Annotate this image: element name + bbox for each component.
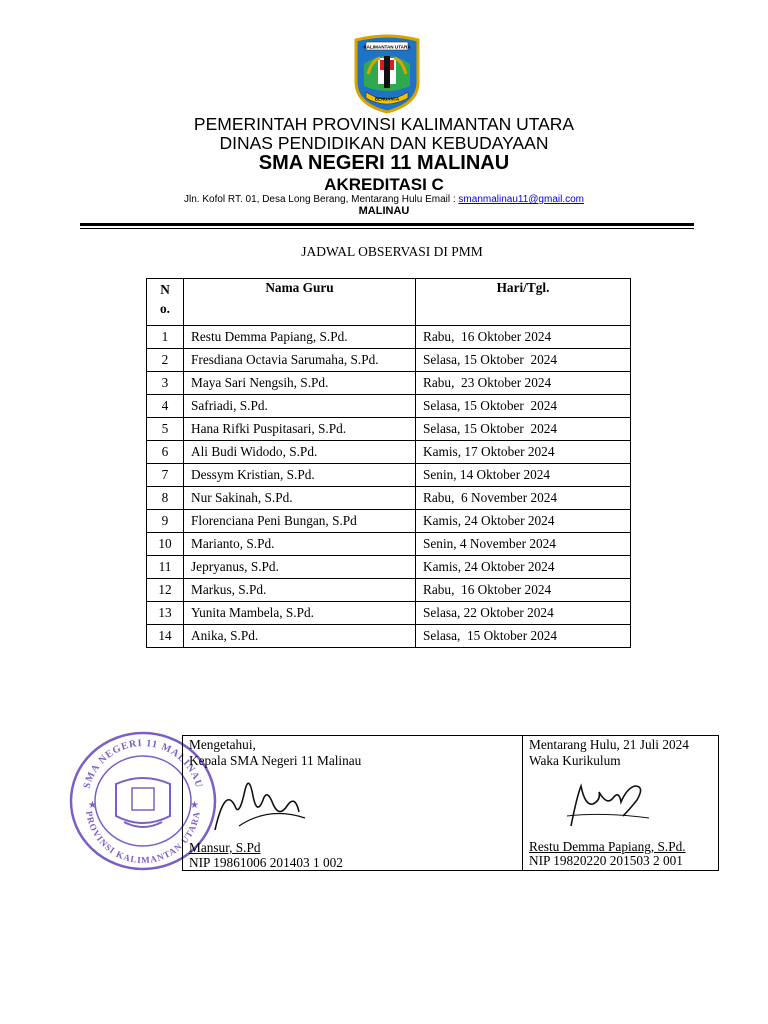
letterhead-city: MALINAU: [358, 205, 410, 217]
observation-date: Rabu, 23 Oktober 2024: [416, 372, 631, 395]
observation-date: Selasa, 15 Oktober 2024: [416, 395, 631, 418]
logo-banner-top: KALIMANTAN UTARA: [363, 44, 411, 50]
teacher-name: Marianto, S.Pd.: [184, 533, 416, 556]
stamp-text-top: SMA NEGERI 11 MALINAU: [81, 737, 205, 790]
principal-nip: NIP 19861006 201403 1 002: [189, 855, 343, 870]
observation-date: Kamis, 24 Oktober 2024: [416, 556, 631, 579]
header-date: Hari/Tgl.: [416, 279, 631, 326]
teacher-name: Safriadi, S.Pd.: [184, 395, 416, 418]
teacher-name: Yunita Mambela, S.Pd.: [184, 602, 416, 625]
observation-date: Selasa, 22 Oktober 2024: [416, 602, 631, 625]
place-date: Mentarang Hulu, 21 Juli 2024: [529, 737, 689, 752]
teacher-name: Hana Rifki Puspitasari, S.Pd.: [184, 418, 416, 441]
table-row: [147, 372, 631, 395]
logo-banner-bottom: BENUANTA: [374, 96, 400, 102]
row-number: 9: [147, 510, 184, 533]
email-link[interactable]: smanmalinau11@gmail.com: [458, 194, 584, 205]
row-number: 2: [147, 349, 184, 372]
observation-date: Selasa, 15 Oktober 2024: [416, 625, 631, 648]
table-row: [147, 395, 631, 418]
teacher-name: Fresdiana Octavia Sarumaha, S.Pd.: [184, 349, 416, 372]
teacher-name: Dessym Kristian, S.Pd.: [184, 464, 416, 487]
address-text: Jln. Kofol RT. 01, Desa Long Berang, Mentarang Hulu Email :: [184, 194, 459, 205]
observation-date: Senin, 4 November 2024: [416, 533, 631, 556]
header-divider-thick: [80, 223, 694, 226]
teacher-name: Markus, S.Pd.: [184, 579, 416, 602]
header-no: [147, 279, 184, 326]
teacher-name: Restu Demma Papiang, S.Pd.: [184, 326, 416, 349]
document-title: JADWAL OBSERVASI DI PMM: [301, 244, 483, 259]
table-row: [147, 625, 631, 648]
teacher-name: Florenciana Peni Bungan, S.Pd: [184, 510, 416, 533]
stamp-text-bottom: PROVINSI KALIMANTAN UTARA: [84, 810, 202, 866]
table-row: [147, 487, 631, 510]
signature-right-cell: [522, 735, 719, 871]
row-number: 5: [147, 418, 184, 441]
row-number: 10: [147, 533, 184, 556]
principal-signature: [209, 766, 309, 838]
observation-date: Kamis, 17 Oktober 2024: [416, 441, 631, 464]
observation-date: Selasa, 15 Oktober 2024: [416, 418, 631, 441]
header-teacher-name: Nama Guru: [184, 279, 416, 326]
teacher-name: Anika, S.Pd.: [184, 625, 416, 648]
observation-date: Rabu, 6 November 2024: [416, 487, 631, 510]
observation-date: Selasa, 15 Oktober 2024: [416, 349, 631, 372]
table-row: [147, 510, 631, 533]
table-row: [147, 579, 631, 602]
teacher-name: Ali Budi Widodo, S.Pd.: [184, 441, 416, 464]
row-number: 12: [147, 579, 184, 602]
curriculum-vp-signature: [563, 776, 653, 834]
row-number: 3: [147, 372, 184, 395]
observation-date: Rabu, 16 Oktober 2024: [416, 579, 631, 602]
teacher-name: Nur Sakinah, S.Pd.: [184, 487, 416, 510]
letterhead-school-name: SMA NEGERI 11 MALINAU: [258, 152, 510, 174]
row-number: 8: [147, 487, 184, 510]
table-header-row: [147, 279, 631, 326]
row-number: 14: [147, 625, 184, 648]
principal-title: Kepala SMA Negeri 11 Malinau: [189, 753, 362, 768]
row-number: 13: [147, 602, 184, 625]
table-row: [147, 602, 631, 625]
observation-date: Rabu, 16 Oktober 2024: [416, 326, 631, 349]
signature-left-cell: [182, 735, 523, 871]
table-row: [147, 349, 631, 372]
header-divider-thin: [80, 228, 694, 229]
table-row: [147, 441, 631, 464]
table-row: [147, 533, 631, 556]
observation-date: Senin, 14 Oktober 2024: [416, 464, 631, 487]
table-row: [147, 464, 631, 487]
row-number: 1: [147, 326, 184, 349]
provincial-emblem-logo: [350, 34, 424, 114]
signature-block: [182, 735, 719, 871]
header-no-label: No.: [160, 282, 170, 316]
observation-date: Kamis, 24 Oktober 2024: [416, 510, 631, 533]
teacher-name: Maya Sari Nengsih, S.Pd.: [184, 372, 416, 395]
row-number: 11: [147, 556, 184, 579]
svg-text:★: ★: [88, 800, 97, 811]
letterhead-government: PEMERINTAH PROVINSI KALIMANTAN UTARA: [193, 114, 575, 134]
row-number: 7: [147, 464, 184, 487]
table-row: [147, 326, 631, 349]
letterhead-department: DINAS PENDIDIKAN DAN KEBUDAYAAN: [219, 133, 549, 153]
letterhead-accreditation: AKREDITASI C: [324, 175, 444, 194]
row-number: 6: [147, 441, 184, 464]
table-row: [147, 556, 631, 579]
curriculum-vp-title: Waka Kurikulum: [529, 753, 621, 768]
table-row: [147, 418, 631, 441]
svg-text:★: ★: [190, 800, 199, 811]
observation-schedule-table: [146, 278, 631, 648]
principal-name: Mansur, S.Pd: [189, 840, 261, 855]
curriculum-vp-name: Restu Demma Papiang, S.Pd.: [529, 839, 686, 854]
curriculum-vp-nip: NIP 19820220 201503 2 001: [529, 853, 683, 868]
teacher-name: Jepryanus, S.Pd.: [184, 556, 416, 579]
acknowledged-label: Mengetahui,: [189, 737, 256, 752]
row-number: 4: [147, 395, 184, 418]
